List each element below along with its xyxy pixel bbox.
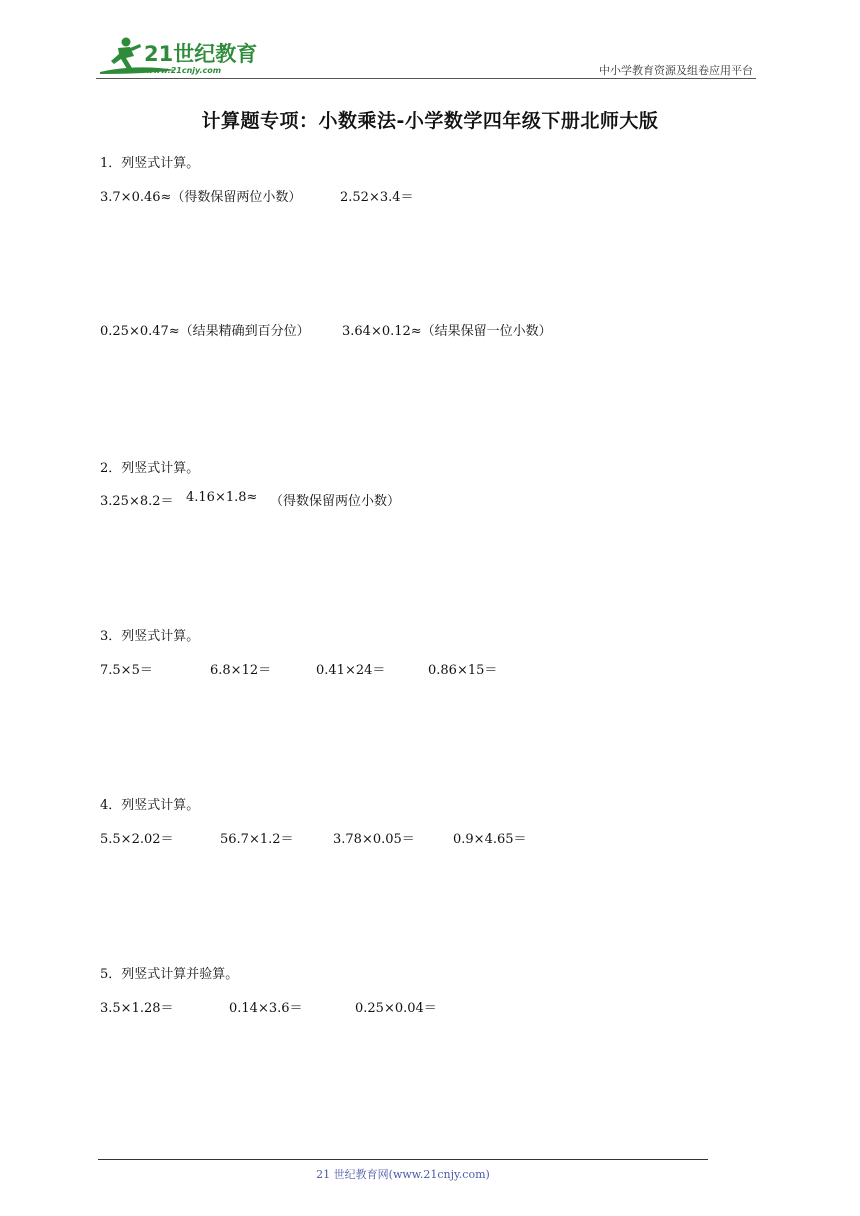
expression: 3.64×0.12≈（结果保留一位小数） xyxy=(342,324,552,339)
expression: 5.5×2.02＝ xyxy=(100,832,174,847)
footer-divider xyxy=(98,1159,708,1160)
expression: 3.25×8.2＝ xyxy=(100,494,174,509)
header-divider xyxy=(96,78,756,79)
expression: 3.5×1.28＝ xyxy=(100,1001,174,1016)
expression: 4.16×1.8≈ xyxy=(186,490,258,505)
question-1-label: 1．列竖式计算。 xyxy=(100,156,200,171)
header-platform-text: 中小学教育资源及组卷应用平台 xyxy=(599,64,753,77)
runner-logo-icon xyxy=(96,34,266,78)
expression: 2.52×3.4＝ xyxy=(340,190,414,205)
expression: 56.7×1.2＝ xyxy=(220,832,294,847)
question-4-label: 4．列竖式计算。 xyxy=(100,798,200,813)
expression-note: （得数保留两位小数） xyxy=(270,494,401,509)
expression: 3.7×0.46≈（得数保留两位小数） xyxy=(100,190,302,205)
expression: 0.86×15＝ xyxy=(428,663,498,678)
expression: 0.9×4.65＝ xyxy=(453,832,527,847)
footer-link[interactable]: 21 世纪教育网(www.21cnjy.com) xyxy=(316,1168,490,1181)
question-2-label: 2．列竖式计算。 xyxy=(100,461,200,476)
expression: 0.25×0.04＝ xyxy=(355,1001,437,1016)
page-title: 计算题专项：小数乘法-小学数学四年级下册北师大版 xyxy=(201,110,659,132)
question-5-label: 5．列竖式计算并验算。 xyxy=(100,967,239,982)
expression: 0.14×3.6＝ xyxy=(229,1001,303,1016)
site-logo xyxy=(96,34,266,78)
expression: 3.78×0.05＝ xyxy=(333,832,415,847)
expression: 6.8×12＝ xyxy=(210,663,272,678)
logo-text: 21世纪教育 xyxy=(144,42,258,66)
expression: 0.25×0.47≈（结果精确到百分位） xyxy=(100,324,310,339)
logo-url: www.21cnjy.com xyxy=(146,66,222,75)
expression: 7.5×5＝ xyxy=(100,663,153,678)
question-3-label: 3．列竖式计算。 xyxy=(100,629,200,644)
expression: 0.41×24＝ xyxy=(316,663,386,678)
